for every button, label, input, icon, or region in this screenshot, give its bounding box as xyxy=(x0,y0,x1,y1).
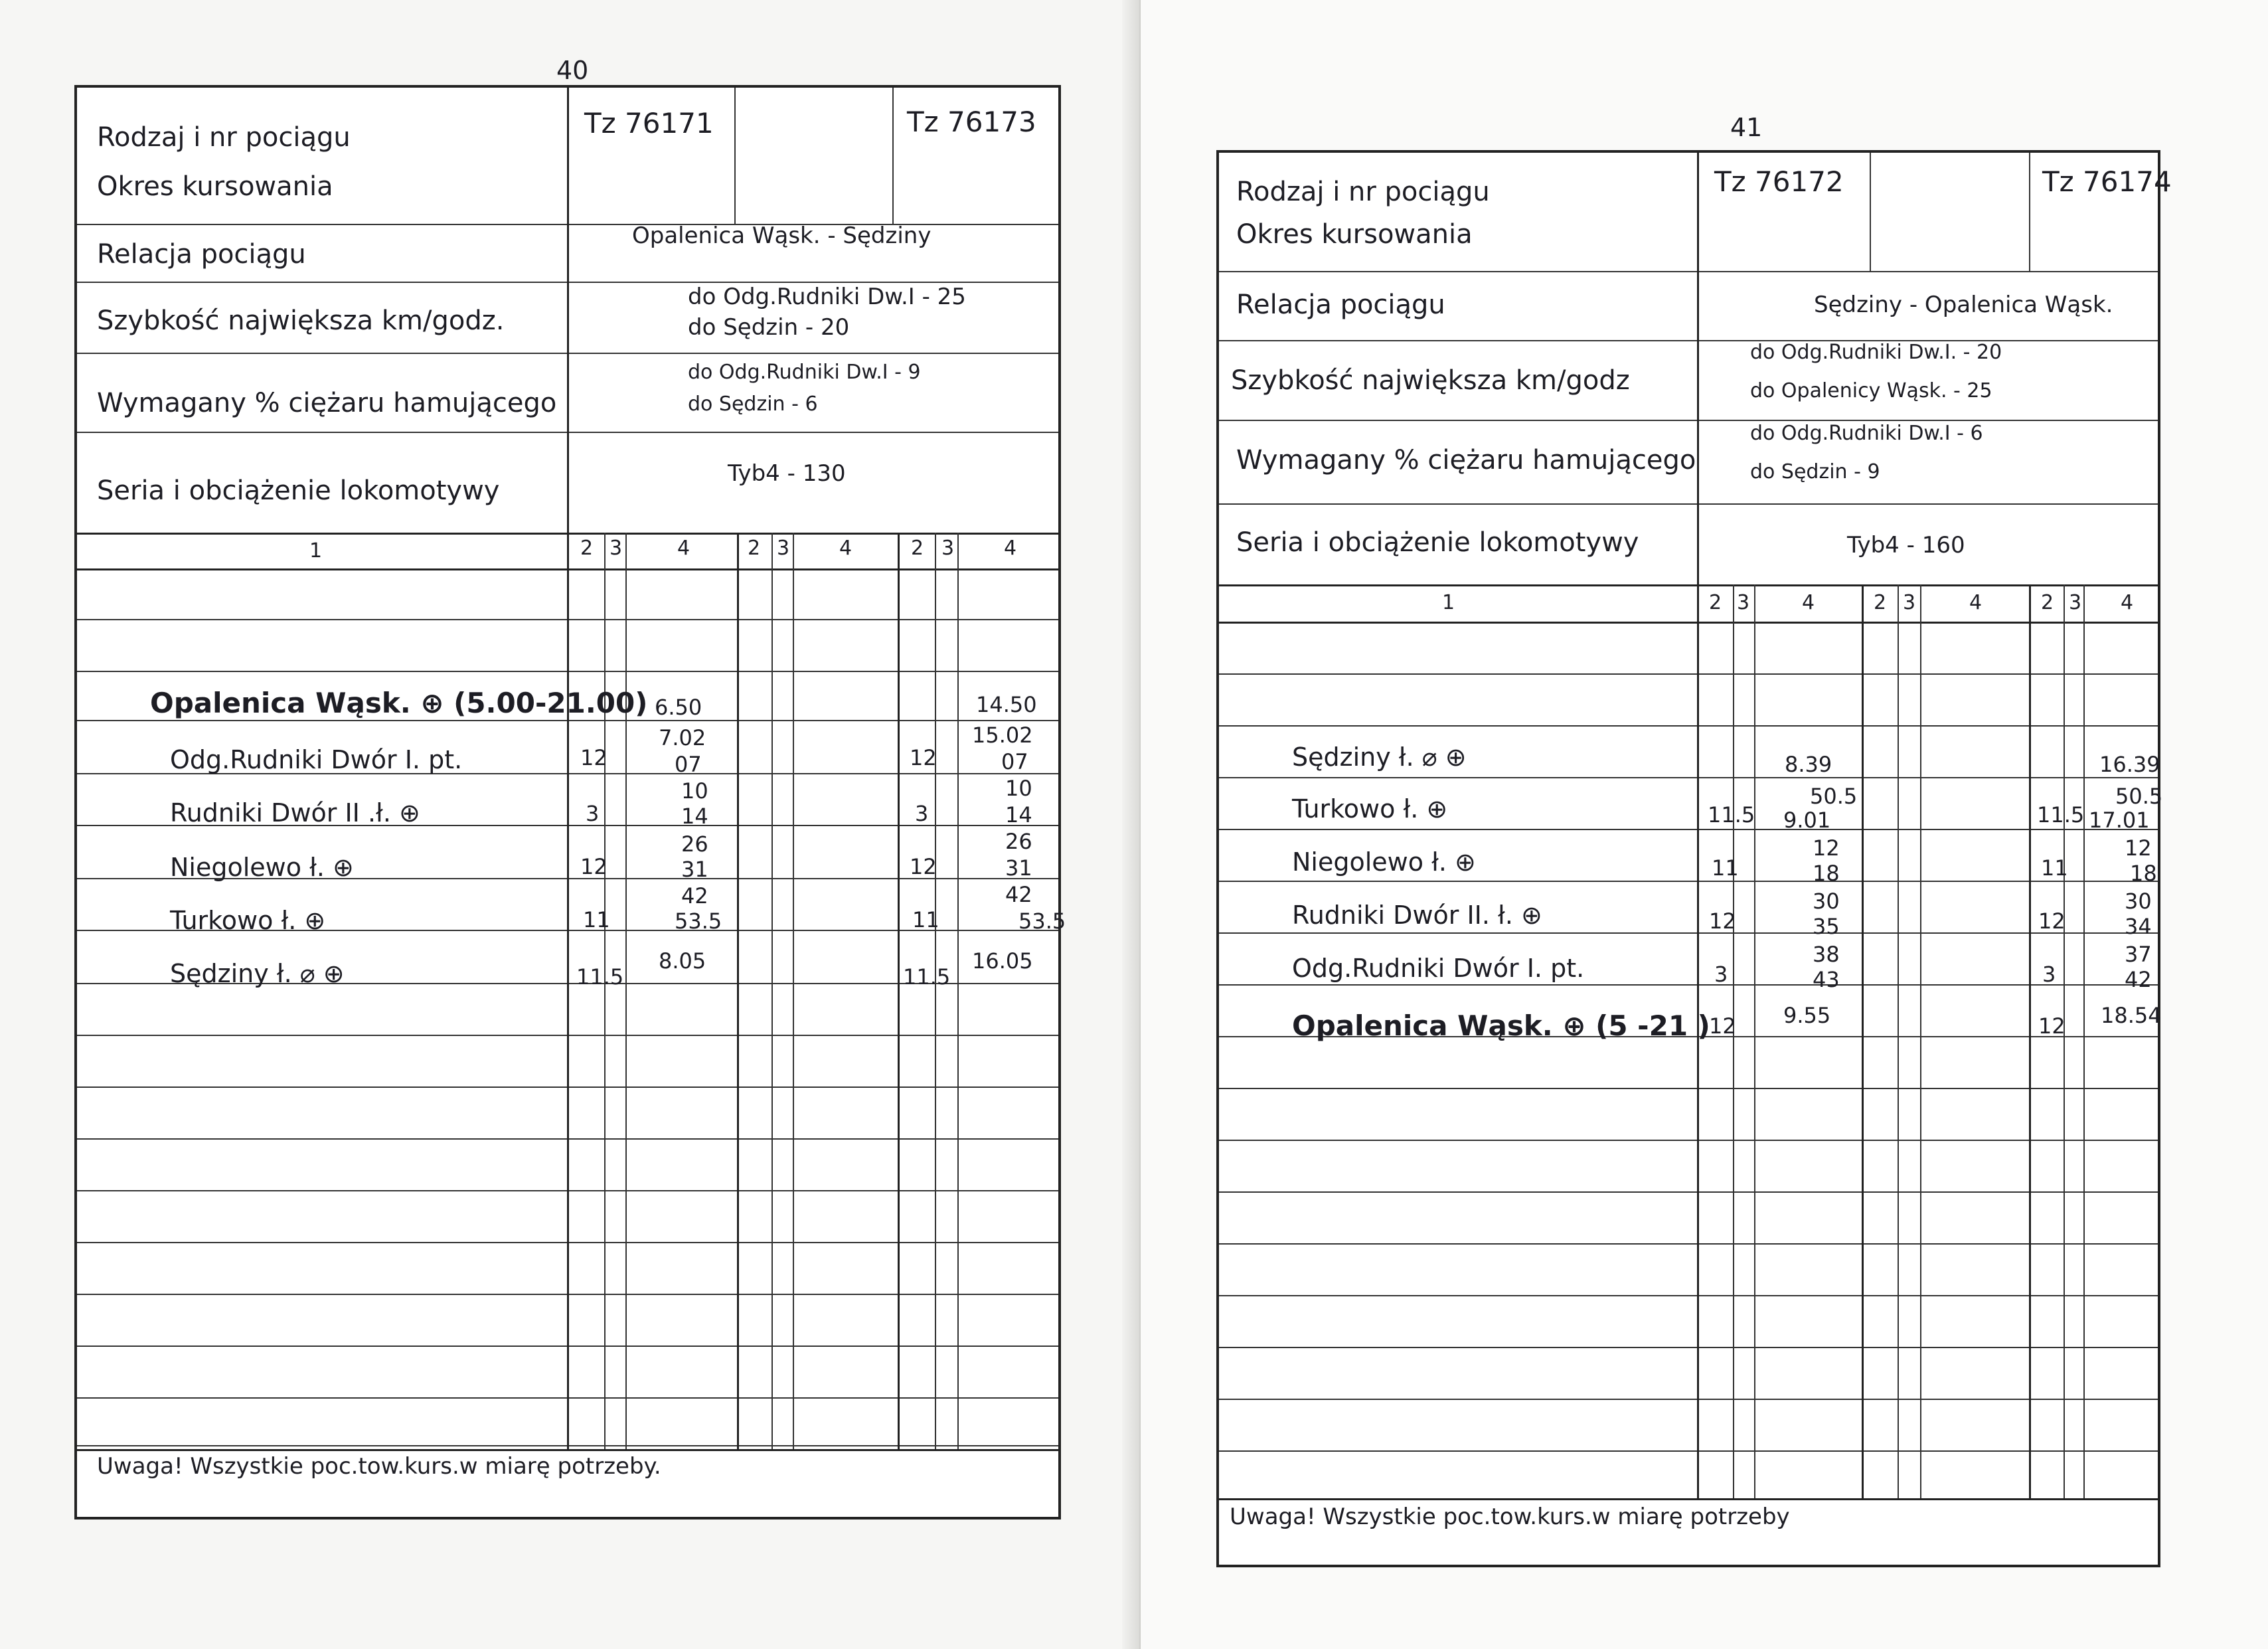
time-a: 9.55 xyxy=(1783,1003,1831,1028)
time-a: 12 xyxy=(1813,835,1840,861)
run-time-a: 11 xyxy=(583,907,610,932)
col-num: 3 xyxy=(941,537,955,560)
run-time-a: 11 xyxy=(1712,855,1739,881)
col-num: 3 xyxy=(1737,591,1750,614)
col-num: 3 xyxy=(777,537,790,560)
time-a: 7.02 xyxy=(659,725,706,750)
col-num: 1 xyxy=(1442,591,1455,614)
col-num: 4 xyxy=(677,537,690,560)
time-b: 50.5 xyxy=(2115,784,2163,809)
run-time-a: 11.5 xyxy=(576,964,624,990)
station-name: Rudniki Dwór II. ł. ⊕ xyxy=(1292,901,1542,930)
run-time-a: 12 xyxy=(1709,1013,1736,1039)
time-b: 16.39 xyxy=(2099,752,2160,777)
label-loco: Seria i obciążenie lokomotywy xyxy=(97,476,500,506)
col-num: 1 xyxy=(309,539,323,563)
time-a: 35 xyxy=(1813,914,1840,939)
time-a: 31 xyxy=(681,857,708,882)
time-b: 07 xyxy=(1001,749,1028,774)
speed-line-1: do Odg.Rudniki Dw.I. - 20 xyxy=(1750,341,2002,364)
time-a: 30 xyxy=(1813,889,1840,914)
time-b: 10 xyxy=(1005,776,1032,801)
label-speed: Szybkość największa km/godz. xyxy=(97,305,505,336)
time-a: 43 xyxy=(1813,967,1840,992)
col-num: 4 xyxy=(2121,591,2134,614)
time-b: 34 xyxy=(2125,914,2152,939)
time-b: 18 xyxy=(2130,861,2157,886)
run-time-b: 12 xyxy=(910,854,937,879)
speed-line-2: do Opalenicy Wąsk. - 25 xyxy=(1750,379,1992,402)
run-time-b: 11.5 xyxy=(903,964,951,990)
time-a: 38 xyxy=(1813,942,1840,967)
time-b: 31 xyxy=(1005,855,1032,881)
time-a: 8.05 xyxy=(659,948,706,974)
station-name: Rudniki Dwór II .ł. ⊕ xyxy=(170,798,420,827)
timetable-table xyxy=(1216,150,2172,1567)
brake-line-1: do Odg.Rudniki Dw.I - 9 xyxy=(688,361,921,384)
col-num: 2 xyxy=(1874,591,1887,614)
footnote: Uwaga! Wszystkie poc.tow.kurs.w miarę potrzeby xyxy=(1230,1504,1790,1530)
speed-line-2: do Sędzin - 20 xyxy=(688,314,850,341)
run-time-a: 3 xyxy=(1714,962,1728,987)
time-b: 18.54 xyxy=(2101,1003,2162,1028)
run-time-a: 12 xyxy=(580,745,608,770)
station-name: Niegolewo ł. ⊕ xyxy=(1292,847,1476,877)
label-speed: Szybkość największa km/godz xyxy=(1231,365,1630,396)
station-name: Odg.Rudniki Dwór I. pt. xyxy=(1292,954,1585,983)
station-name: Sędziny ł. ⌀ ⊕ xyxy=(170,959,345,988)
timetable-table xyxy=(74,85,1066,1519)
time-a: 26 xyxy=(681,831,708,857)
relation: Sędziny - Opalenica Wąsk. xyxy=(1814,292,2113,318)
loco: Tyb4 - 130 xyxy=(728,460,846,487)
col-num: 3 xyxy=(609,537,623,560)
run-time-b: 12 xyxy=(910,745,937,770)
label-relation: Relacja pociągu xyxy=(97,239,306,270)
footnote: Uwaga! Wszystkie poc.tow.kurs.w miarę potrzeby. xyxy=(97,1453,661,1480)
time-a: 6.50 xyxy=(655,695,702,720)
run-time-b: 3 xyxy=(915,801,929,826)
page-number: 40 xyxy=(556,56,589,85)
time-a: 50.5 xyxy=(1810,784,1858,809)
label-train: Rodzaj i nr pociągu xyxy=(1236,177,1490,207)
station-name: Turkowo ł. ⊕ xyxy=(1292,794,1448,824)
time-b: 12 xyxy=(2125,835,2152,861)
time-a: 18 xyxy=(1813,861,1840,886)
right-page xyxy=(1141,0,2268,1649)
col-num: 2 xyxy=(580,537,594,560)
time-b: 14.50 xyxy=(976,692,1037,717)
time-b: 26 xyxy=(1005,829,1032,854)
time-b: 17.01 xyxy=(2089,808,2150,833)
station-name: Odg.Rudniki Dwór I. pt. xyxy=(170,745,463,774)
run-time-b: 12 xyxy=(2038,909,2066,934)
run-time-a: 11.5 xyxy=(1708,802,1755,827)
time-b: 30 xyxy=(2125,889,2152,914)
label-loco: Seria i obciążenie lokomotywy xyxy=(1236,527,1639,558)
brake-line-2: do Sędzin - 9 xyxy=(1750,460,1880,483)
time-b: 42 xyxy=(1005,882,1032,907)
label-brake: Wymagany % ciężaru hamującego xyxy=(97,388,557,418)
train-number-b: Tz 76174 xyxy=(2042,165,2172,198)
time-b: 53.5 xyxy=(1018,909,1066,934)
label-brake: Wymagany % ciężaru hamującego xyxy=(1236,445,1696,476)
time-a: 10 xyxy=(681,778,708,804)
col-num: 2 xyxy=(1709,591,1722,614)
col-num: 4 xyxy=(839,537,852,560)
label-relation: Relacja pociągu xyxy=(1236,290,1445,320)
brake-line-2: do Sędzin - 6 xyxy=(688,392,818,416)
train-number-a: Tz 76171 xyxy=(584,107,714,139)
run-time-b: 11.5 xyxy=(2037,802,2085,827)
time-a: 14 xyxy=(681,804,708,829)
time-a: 42 xyxy=(681,883,708,909)
loco: Tyb4 - 160 xyxy=(1847,532,1965,559)
run-time-b: 3 xyxy=(2042,962,2056,987)
station-name: Turkowo ł. ⊕ xyxy=(170,906,326,935)
col-num: 2 xyxy=(2041,591,2054,614)
run-time-a: 12 xyxy=(580,854,608,879)
run-time-b: 12 xyxy=(2038,1013,2066,1039)
time-b: 14 xyxy=(1005,802,1032,827)
col-num: 3 xyxy=(2069,591,2082,614)
relation: Opalenica Wąsk. - Sędziny xyxy=(632,222,932,249)
station-name: Opalenica Wąsk. ⊕ (5.00-21.00) xyxy=(150,687,648,719)
label-period: Okres kursowania xyxy=(1236,219,1473,250)
time-a: 9.01 xyxy=(1783,808,1831,833)
run-time-a: 3 xyxy=(586,801,600,826)
speed-line-1: do Odg.Rudniki Dw.I - 25 xyxy=(688,284,966,310)
station-name: Opalenica Wąsk. ⊕ (5 -21 ) xyxy=(1292,1009,1710,1042)
train-number-b: Tz 76173 xyxy=(907,106,1036,138)
run-time-b: 11 xyxy=(912,907,939,932)
time-b: 16.05 xyxy=(972,948,1033,974)
station-name: Sędziny ł. ⌀ ⊕ xyxy=(1292,742,1467,772)
label-train: Rodzaj i nr pociągu xyxy=(97,122,351,153)
col-num: 4 xyxy=(1969,591,1983,614)
col-num: 4 xyxy=(1802,591,1815,614)
col-num: 2 xyxy=(748,537,761,560)
time-b: 15.02 xyxy=(972,723,1033,748)
col-num: 3 xyxy=(1903,591,1916,614)
train-number-a: Tz 76172 xyxy=(1714,165,1844,198)
col-num: 4 xyxy=(1004,537,1017,560)
page-number: 41 xyxy=(1730,113,1763,142)
time-a: 53.5 xyxy=(675,909,722,934)
col-num: 2 xyxy=(911,537,924,560)
time-a: 8.39 xyxy=(1785,752,1832,777)
station-name: Niegolewo ł. ⊕ xyxy=(170,853,354,882)
time-b: 37 xyxy=(2125,942,2152,967)
run-time-b: 11 xyxy=(2041,855,2068,881)
run-time-a: 12 xyxy=(1709,909,1736,934)
label-period: Okres kursowania xyxy=(97,171,333,202)
time-a: 07 xyxy=(675,752,702,777)
brake-line-1: do Odg.Rudniki Dw.I - 6 xyxy=(1750,422,1983,445)
time-b: 42 xyxy=(2125,967,2152,992)
